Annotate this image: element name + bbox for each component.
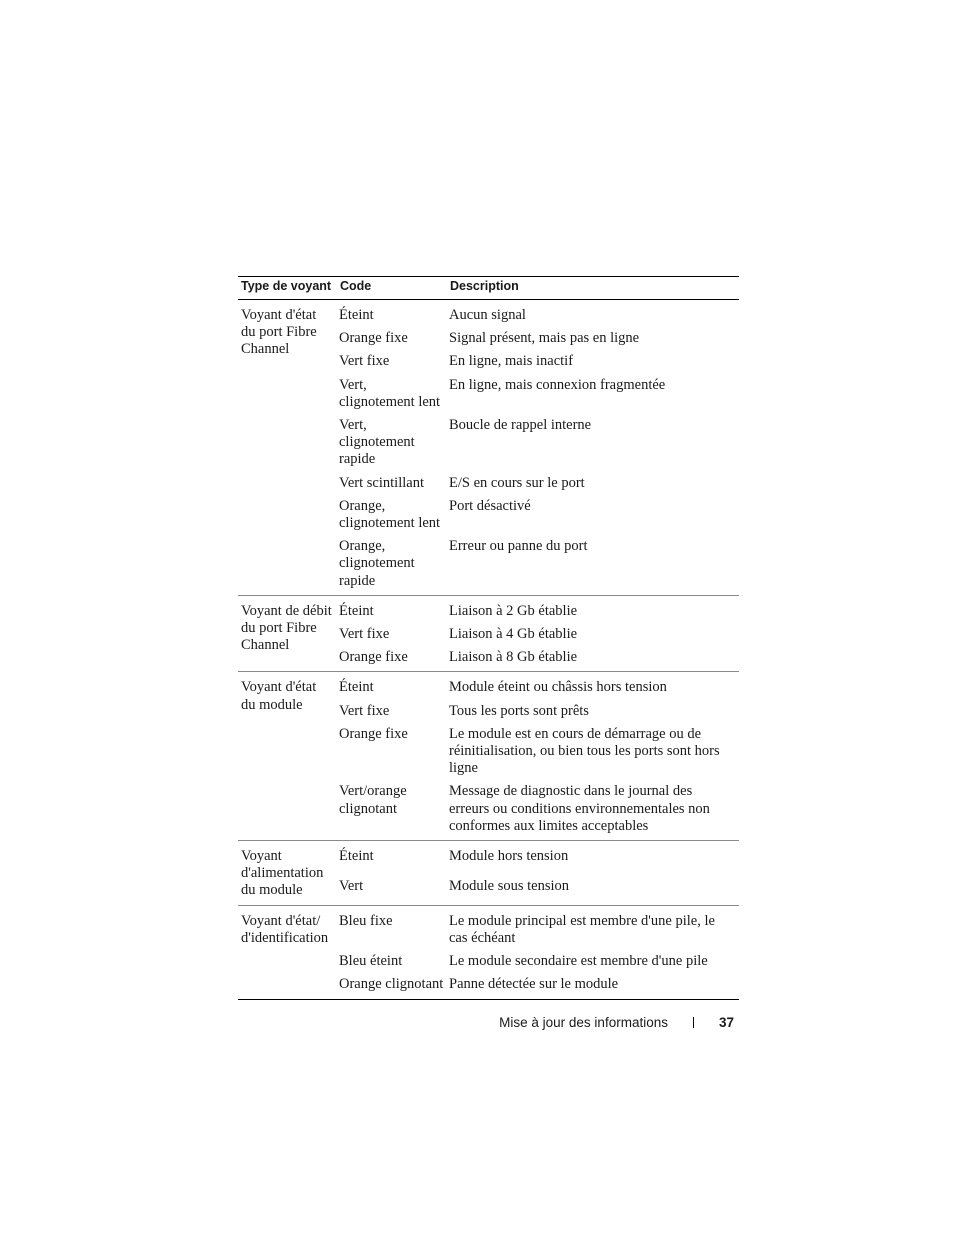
description-cell: Port désactivé bbox=[449, 497, 531, 514]
table-row bbox=[238, 595, 739, 625]
code-cell: Orange fixe bbox=[339, 725, 408, 742]
led-type-cell: Voyant d'état/ d'identification bbox=[241, 912, 329, 946]
code-cell: Bleu fixe bbox=[339, 912, 393, 929]
description-cell: E/S en cours sur le port bbox=[449, 474, 585, 491]
code-cell: Vert, clignotement rapide bbox=[339, 417, 415, 468]
table-row bbox=[238, 841, 739, 877]
table-row bbox=[238, 905, 739, 952]
code-cell: Orange fixe bbox=[339, 330, 408, 347]
code-cell: Orange clignotant bbox=[339, 976, 444, 993]
led-type-cell: Voyant d'état du module bbox=[241, 679, 317, 713]
code-cell: Vert bbox=[339, 877, 364, 894]
description-cell: Module hors tension bbox=[449, 848, 569, 865]
description-cell: Message de diagnostic dans le journal des erreurs ou conditions environnementales non conformes aux limites acceptables bbox=[449, 783, 710, 834]
description-cell: Le module secondaire est membre d'une pile bbox=[449, 953, 708, 970]
code-cell: Orange, clignotement rapide bbox=[339, 538, 415, 589]
code-cell: Éteint bbox=[339, 679, 374, 696]
header-type: Type de voyant bbox=[241, 279, 332, 293]
footer-separator bbox=[693, 1017, 694, 1028]
description-cell: Signal présent, mais pas en ligne bbox=[449, 330, 640, 347]
code-cell: Vert fixe bbox=[339, 702, 390, 719]
description-cell: Panne détectée sur le module bbox=[449, 976, 619, 993]
description-cell: Module éteint ou châssis hors tension bbox=[449, 679, 667, 696]
description-cell: Module sous tension bbox=[449, 877, 570, 894]
header-description: Description bbox=[450, 279, 519, 293]
code-cell: Orange fixe bbox=[339, 649, 408, 666]
led-type-cell: Voyant d'état du port Fibre Channel bbox=[241, 307, 317, 358]
code-cell: Orange, clignotement lent bbox=[339, 497, 441, 532]
table-row bbox=[238, 672, 739, 702]
description-cell: Le module principal est membre d'une pile, le cas échéant bbox=[449, 912, 715, 946]
code-cell: Éteint bbox=[339, 307, 374, 323]
page-number: 37 bbox=[718, 1015, 734, 1030]
code-cell: Éteint bbox=[339, 602, 374, 619]
description-cell: Le module est en cours de démarrage ou de réinitialisation, ou bien tous les ports sont hors ligne bbox=[449, 725, 720, 777]
led-table-header bbox=[238, 277, 739, 300]
code-cell: Vert scintillant bbox=[339, 474, 424, 491]
led-table-body bbox=[238, 300, 739, 1000]
header-row bbox=[238, 277, 739, 300]
code-cell: Vert, clignotement lent bbox=[339, 376, 441, 410]
code-cell: Vert fixe bbox=[339, 626, 390, 643]
description-cell: Aucun signal bbox=[449, 307, 526, 323]
description-cell: Erreur ou panne du port bbox=[449, 538, 588, 555]
description-cell: Liaison à 8 Gb établie bbox=[449, 649, 578, 666]
description-cell: En ligne, mais inactif bbox=[449, 353, 574, 370]
description-cell: Boucle de rappel interne bbox=[449, 417, 592, 434]
table-row bbox=[238, 300, 739, 330]
description-cell: Liaison à 2 Gb établie bbox=[449, 602, 578, 619]
description-cell: En ligne, mais connexion fragmentée bbox=[449, 376, 666, 393]
led-type-cell: Voyant d'alimentation du module bbox=[241, 848, 324, 899]
description-cell: Liaison à 4 Gb établie bbox=[449, 626, 578, 643]
header-code: Code bbox=[340, 279, 372, 293]
page-footer bbox=[499, 1015, 734, 1030]
led-table bbox=[238, 276, 739, 1000]
code-cell: Éteint bbox=[339, 848, 374, 865]
code-cell: Vert/orange clignotant bbox=[339, 783, 407, 817]
led-type-cell: Voyant de débit du port Fibre Channel bbox=[241, 602, 332, 654]
code-cell: Bleu éteint bbox=[339, 953, 403, 970]
description-cell: Tous les ports sont prêts bbox=[449, 702, 589, 719]
footer-section-title: Mise à jour des informations bbox=[499, 1015, 668, 1030]
code-cell: Vert fixe bbox=[339, 353, 390, 370]
